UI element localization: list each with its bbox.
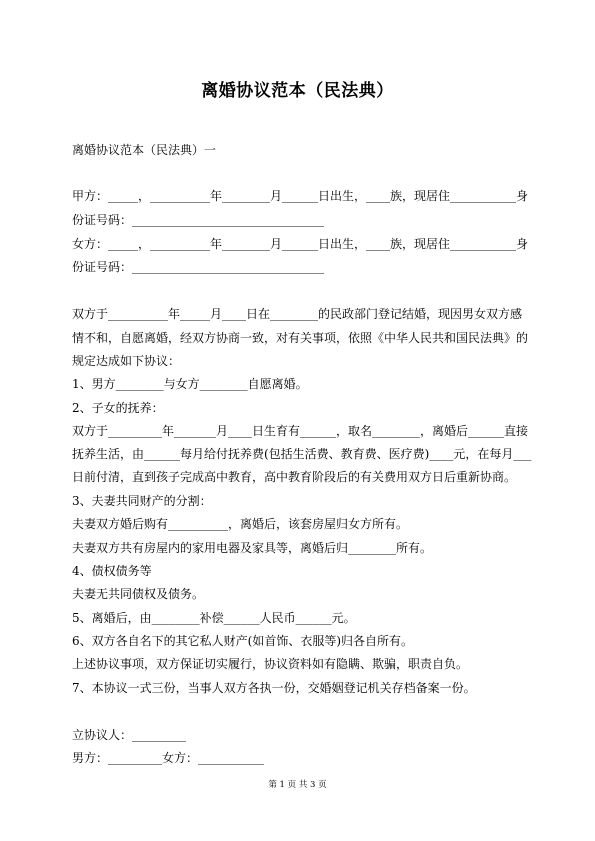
document-subtitle: 离婚协议范本（民法典）一 xyxy=(72,143,217,157)
clause-4-line-1: 夫妻无共同债权及债务。 xyxy=(72,587,205,601)
clause-2-line-2: 抚养生活，由______每月给付抚养费(包括生活费、教育费、医疗费)____元，在每月___ xyxy=(72,447,532,461)
signatory-line: 立协议人：_________ xyxy=(72,728,187,742)
page-number: 第 1 页 共 3 页 xyxy=(268,780,327,790)
party-a-line-2: 份证号码：________________________________ xyxy=(72,213,325,227)
clause-2-line-3: 日前付清，直到孩子完成高中教育，高中教育阶段后的有关费用双方日后重新协商。 xyxy=(72,470,517,484)
party-b-line-1: 女方：_____，__________年________月______日出生，____族，现居住___________身 xyxy=(72,237,529,251)
clause-6: 6、双方各自名下的其它私人财产(如首饰、衣服等)归各自所有。 xyxy=(72,634,414,648)
preamble-line-3: 规定达成如下协议： xyxy=(72,354,181,368)
clause-3-line-2: 夫妻双方共有房屋内的家用电器及家具等，离婚后归________所有。 xyxy=(72,541,433,555)
party-b-line-2: 份证号码：________________________________ xyxy=(72,260,325,274)
preamble-line-2: 情不和，自愿离婚，经双方协商一致，对有关事项，依照《中华人民共和国民法典》的 xyxy=(72,331,529,345)
document-title: 离婚协议范本（民法典） xyxy=(201,81,394,101)
party-a-line-1: 甲方：_____，__________年________月______日出生，____族，现居住___________身 xyxy=(72,189,529,203)
clause-2-heading: 2、子女的抚养： xyxy=(72,401,164,415)
clause-1: 1、男方________与女方________自愿离婚。 xyxy=(72,377,308,391)
clause-3-line-1: 夫妻双方婚后购有__________，离婚后，该套房屋归女方所有。 xyxy=(72,517,409,531)
preamble-line-1: 双方于__________年_____月____日在________的民政部门登记结婚，现因男女双方感 xyxy=(72,307,523,321)
guarantee-statement: 上述协议事项，双方保证切实履行，协议资料如有隐瞒、欺骗，职责自负。 xyxy=(72,657,469,671)
signature-line: 男方：_________女方：___________ xyxy=(72,751,265,765)
clause-7: 7、本协议一式三份，当事人双方各执一份，交婚姻登记机关存档备案一份。 xyxy=(72,681,476,695)
clause-3-heading: 3、夫妻共同财产的分割： xyxy=(72,494,212,508)
clause-4-heading: 4、债权债务等 xyxy=(72,564,152,578)
clause-2-line-1: 双方于_________年_______月____日生育有______，取名________，离婚后______直接 xyxy=(72,424,529,438)
clause-5: 5、离婚后，由________补偿______人民币______元。 xyxy=(72,611,356,625)
